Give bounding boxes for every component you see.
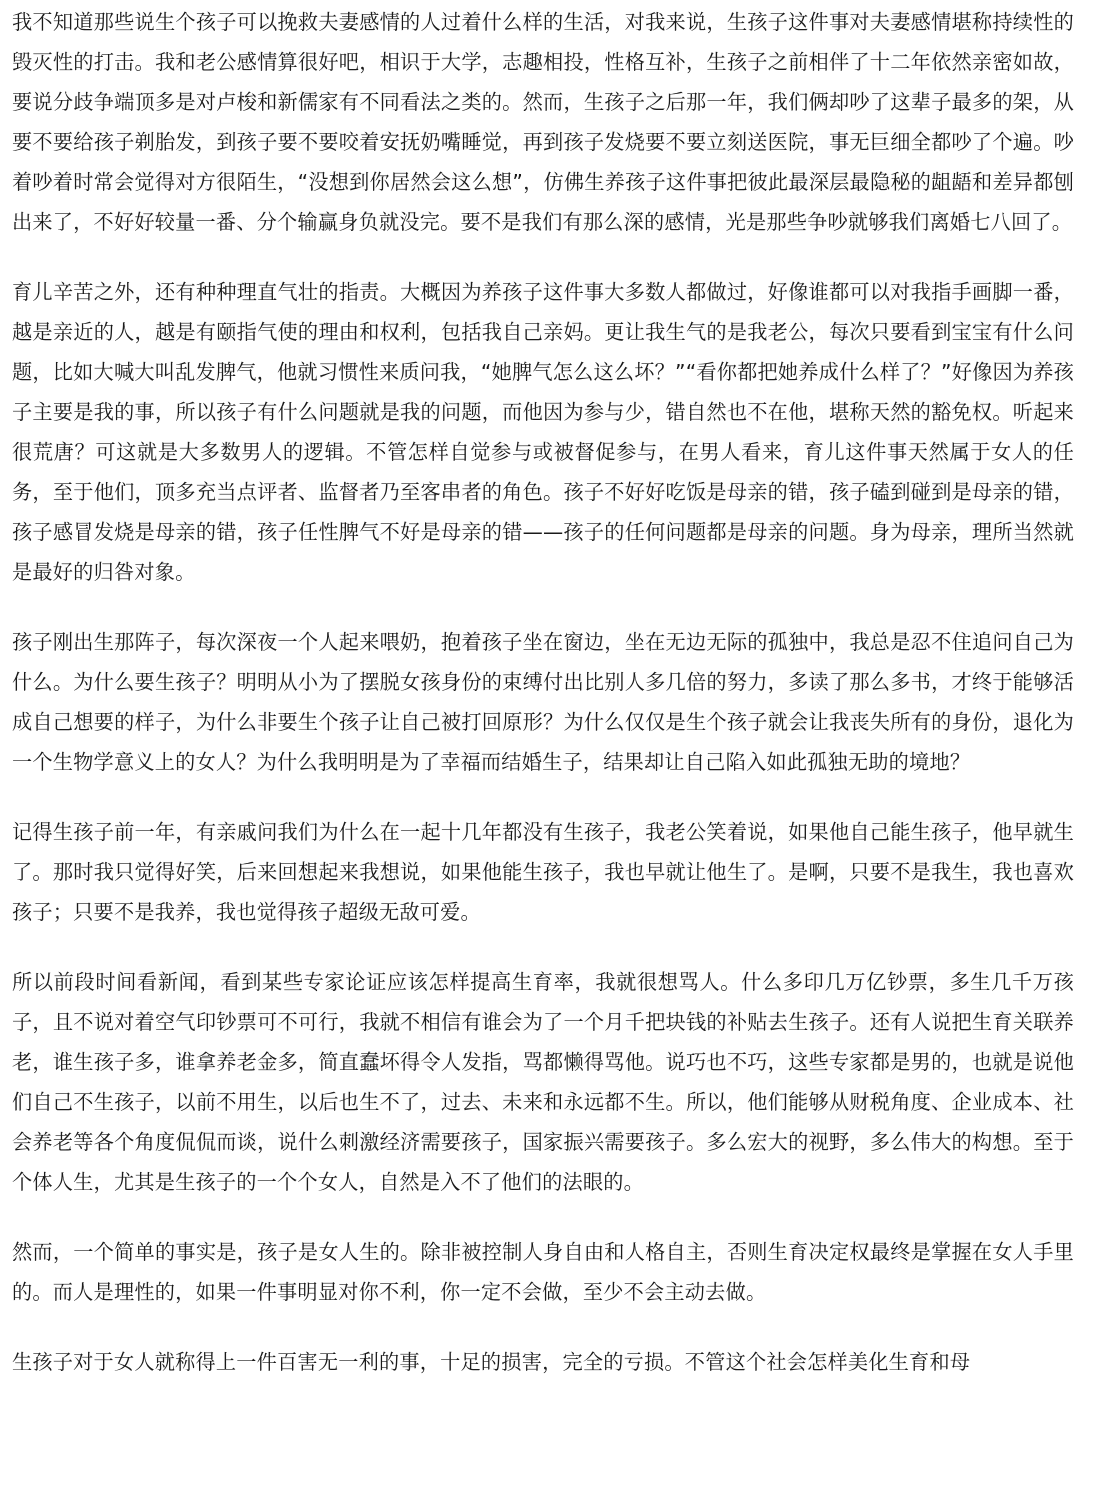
paragraph-5: 所以前段时间看新闻，看到某些专家论证应该怎样提高生育率，我就很想骂人。什么多印几万亿钞票，多生几千万孩子，且不说对着空气印钞票可不可行，我就不相信有谁会为了一个月千把块钱的补贴去生孩子。还有人说把生育关联养老，谁生孩子多，谁拿养老金多，简直蠢坏得令人发指，骂都懒得骂他。说巧也不巧，这些专家都是男的，也就是说他们自己不生孩子，以前不用生，以后也生不了，过去、未来和永远都不生。所以，他们能够从财税角度、企业成本、社会养老等各个角度侃侃而谈，说什么刺激经济需要孩子，国家振兴需要孩子。多么宏大的视野，多么伟大的构想。至于个体人生，尤其是生孩子的一个个女人，自然是入不了他们的法眼的。 (12, 970, 1074, 1194)
paragraph-1: 我不知道那些说生个孩子可以挽救夫妻感情的人过着什么样的生活，对我来说，生孩子这件事对夫妻感情堪称持续性的毁灭性的打击。我和老公感情算很好吧，相识于大学，志趣相投，性格互补，生孩子之前相伴了十二年依然亲密如故，要说分歧争端顶多是对卢梭和新儒家有不同看法之类的。然而，生孩子之后那一年，我们俩却吵了这辈子最多的架，从要不要给孩子剃胎发，到孩子要不要咬着安抚奶嘴睡觉，再到孩子发烧要不要立刻送医院，事无巨细全都吵了个遍。吵着吵着时常会觉得对方很陌生，“没想到你居然会这么想”，仿佛生养孩子这件事把彼此最深层最隐秘的龃龉和差异都刨出来了，不好好较量一番、分个输赢身负就没完。要不是我们有那么深的感情，光是那些争吵就够我们离婚七八回了。 (12, 10, 1074, 234)
article-body (12, 0, 1074, 1412)
paragraph-2: 育儿辛苦之外，还有种种理直气壮的指责。大概因为养孩子这件事大多数人都做过，好像谁都可以对我指手画脚一番，越是亲近的人，越是有颐指气使的理由和权利，包括我自己亲妈。更让我生气的是我老公，每次只要看到宝宝有什么问题，比如大喊大叫乱发脾气，他就习惯性来质问我，“她脾气怎么这么坏？”“看你都把她养成什么样了？”好像因为养孩子主要是我的事，所以孩子有什么问题就是我的问题，而他因为参与少，错自然也不在他，堪称天然的豁免权。听起来很荒唐？可这就是大多数男人的逻辑。不管怎样自觉参与或被督促参与，在男人看来，育儿这件事天然属于女人的任务，至于他们，顶多充当点评者、监督者乃至客串者的角色。孩子不好好吃饭是母亲的错，孩子磕到碰到是母亲的错，孩子感冒发烧是母亲的错，孩子任性脾气不好是母亲的错——孩子的任何问题都是母亲的问题。身为母亲，理所当然就是最好的归咎对象。 (12, 280, 1075, 584)
paragraph-7: 生孩子对于女人就称得上一件百害无一利的事，十足的损害，完全的亏损。不管这个社会怎样美化生育和母 (12, 1350, 971, 1374)
paragraph-4: 记得生孩子前一年，有亲戚问我们为什么在一起十几年都没有生孩子，我老公笑着说，如果他自己能生孩子，他早就生了。那时我只觉得好笑，后来回想起来我想说，如果他能生孩子，我也早就让他生了。是啊，只要不是我生，我也喜欢孩子；只要不是我养，我也觉得孩子超级无敌可爱。 (12, 820, 1074, 924)
paragraph-3: 孩子刚出生那阵子，每次深夜一个人起来喂奶，抱着孩子坐在窗边，坐在无边无际的孤独中，我总是忍不住追问自己为什么。为什么要生孩子？明明从小为了摆脱女孩身份的束缚付出比别人多几倍的努力，多读了那么多书，才终于能够活成自己想要的样子，为什么非要生个孩子让自己被打回原形？为什么仅仅是生个孩子就会让我丧失所有的身份，退化为一个生物学意义上的女人？为什么我明明是为了幸福而结婚生子，结果却让自己陷入如此孤独无助的境地？ (12, 630, 1074, 774)
paragraph-6: 然而，一个简单的事实是，孩子是女人生的。除非被控制人身自由和人格自主，否则生育决定权最终是掌握在女人手里的。而人是理性的，如果一件事明显对你不利，你一定不会做，至少不会主动去做。 (12, 1240, 1074, 1304)
